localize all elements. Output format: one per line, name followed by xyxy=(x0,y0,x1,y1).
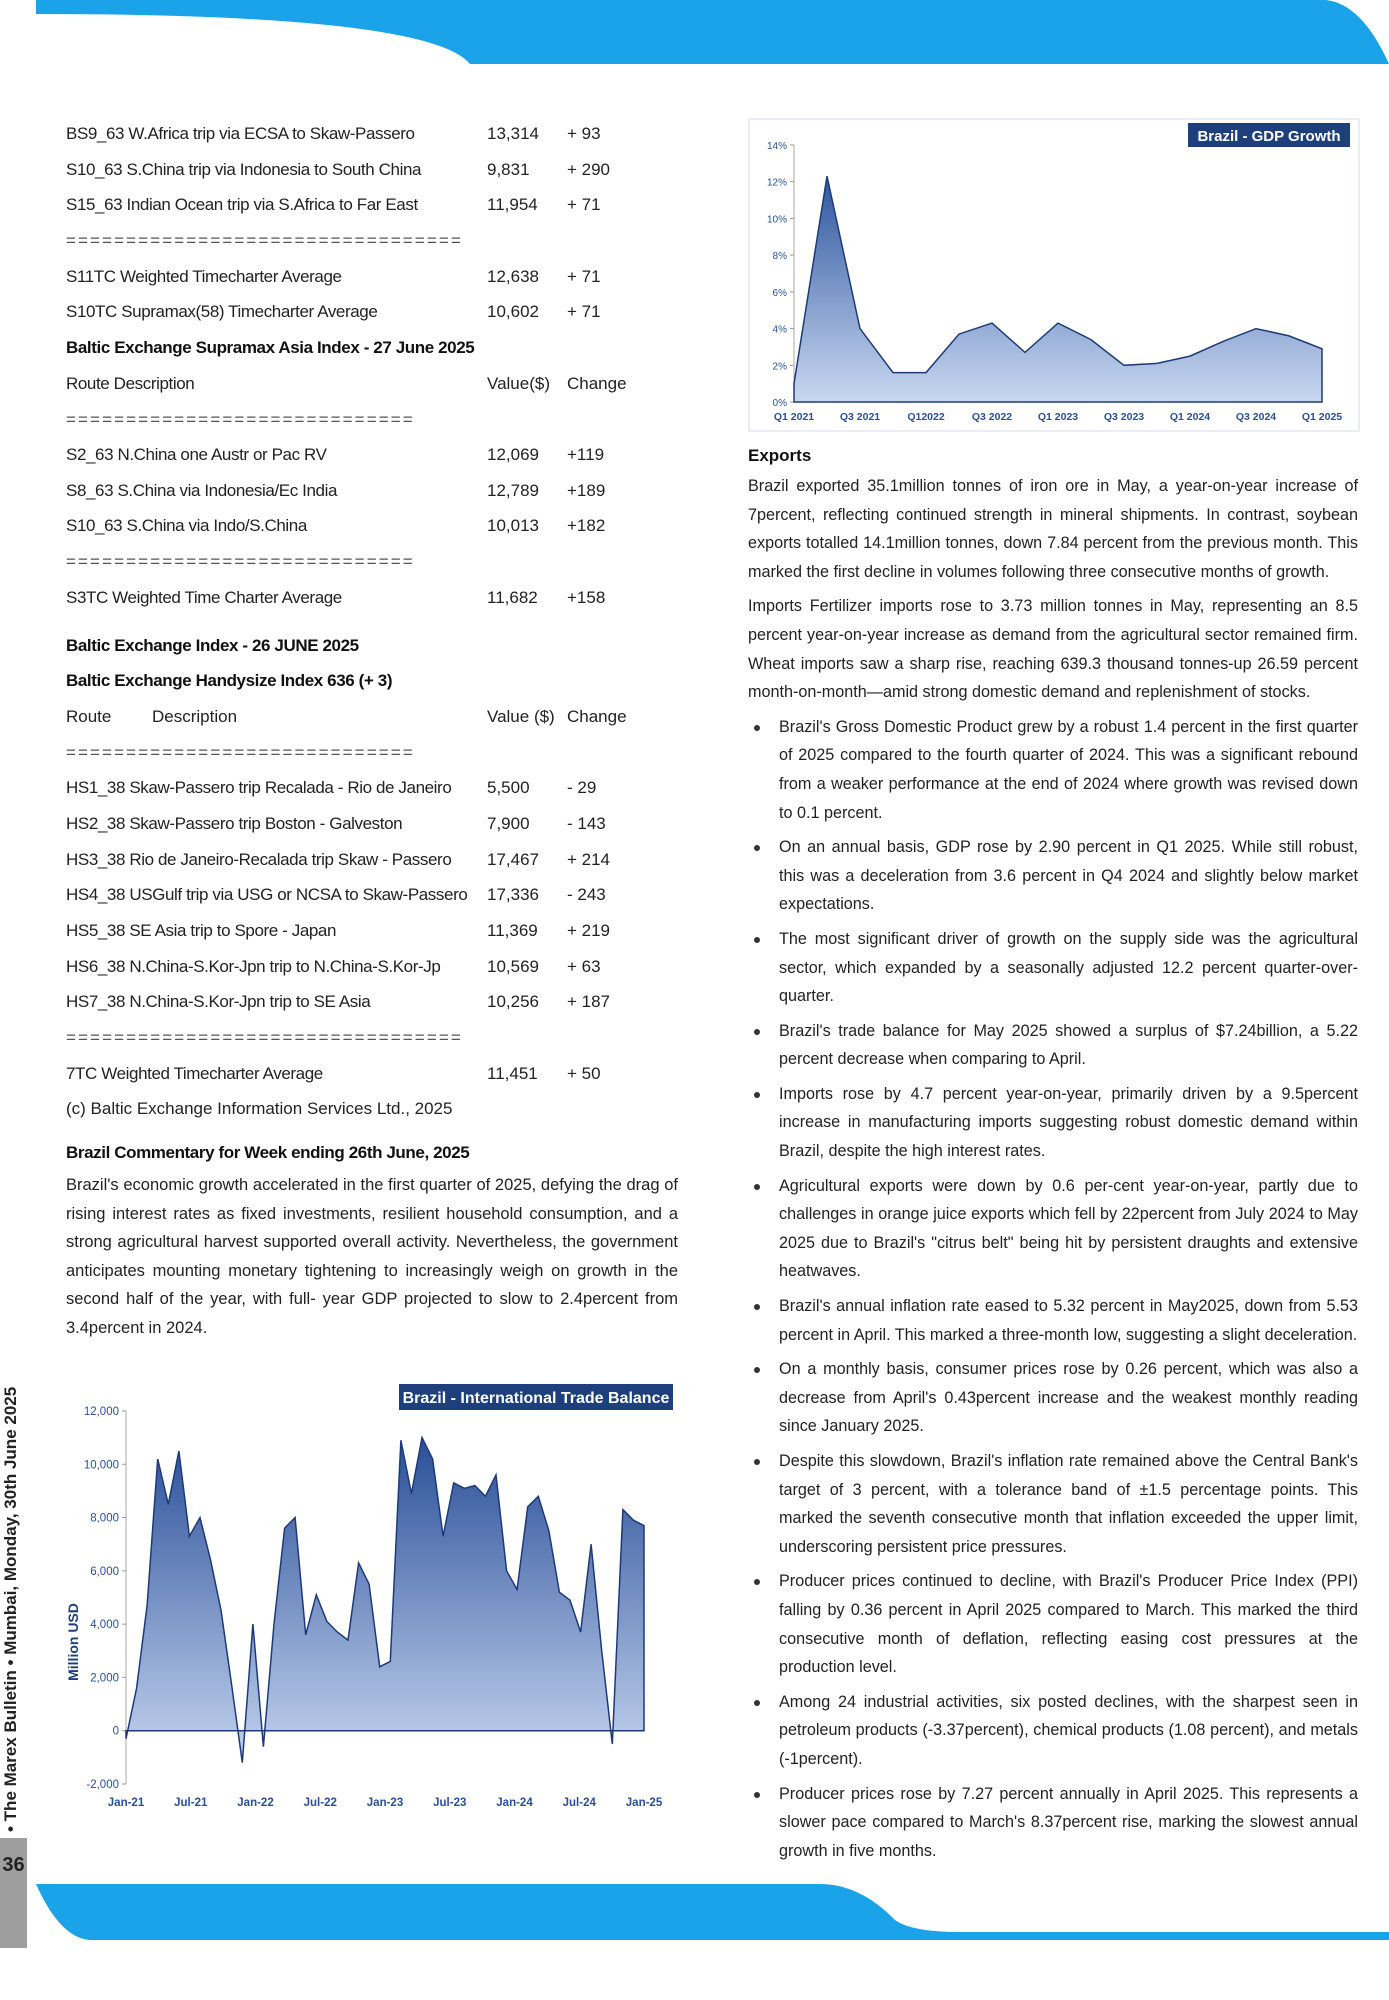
bullet-text: The most significant driver of growth on the supply side was the agricultural sector, which expanded by a seasonally adjusted 12.2 percent quarter-over-quarter. xyxy=(779,929,1358,1006)
bullet-text: Agricultural exports were down by 0.6 per-cent year-on-year, partly due to challenges in orange juice exports which fell by 22percent from July 2024 to May 2025 due to Brazil's "citrus belt" being hit by persistent draughts and extensive heatwaves. xyxy=(779,1176,1358,1281)
route-desc: S3TC Weighted Time Charter Average xyxy=(66,587,342,607)
table-row xyxy=(66,473,678,509)
route-value: 10,602 xyxy=(487,302,539,322)
route-value: 11,451 xyxy=(487,1063,538,1083)
route-change: +158 xyxy=(567,587,606,607)
table-row xyxy=(66,580,678,616)
y-tick-label: 6,000 xyxy=(90,1565,119,1578)
header-route-description: Route Description xyxy=(66,373,195,393)
route-desc: HS2_38 Skaw-Passero trip Boston - Galveston xyxy=(66,813,403,833)
list-item xyxy=(748,1355,1358,1441)
table-row xyxy=(66,1056,678,1092)
x-tick-label: Q1 2024 xyxy=(1169,411,1211,423)
route-value: 10,256 xyxy=(487,992,539,1012)
bullet-icon xyxy=(754,1367,760,1373)
bullet-text: On a monthly basis, consumer prices rose by 0.26 percent, which was also a decrease from April's 0.43percent increase and the weakest monthly reading since January 2025. xyxy=(779,1360,1358,1436)
bullet-icon xyxy=(754,1459,760,1465)
y-tick-label: 8% xyxy=(772,251,787,263)
route-value: 13,314 xyxy=(487,123,539,143)
table-row xyxy=(66,259,678,295)
table-row xyxy=(66,116,678,152)
route-value: 11,682 xyxy=(487,587,538,607)
x-tick-label: Q12022 xyxy=(907,411,945,423)
separator: ================================= xyxy=(66,1028,463,1048)
x-tick-label: Q3 2022 xyxy=(971,411,1013,423)
list-item xyxy=(748,833,1358,919)
route-desc: HS1_38 Skaw-Passero trip Recalada - Rio de Janeiro xyxy=(66,778,452,798)
table-row xyxy=(66,770,678,806)
table-row xyxy=(66,949,678,985)
commentary-heading: Brazil Commentary for Week ending 26th June, 2025 xyxy=(66,1143,470,1163)
route-change: + 63 xyxy=(567,956,601,976)
route-change: + 219 xyxy=(567,920,611,940)
header-change: Change xyxy=(567,706,627,726)
route-value: 10,569 xyxy=(487,956,539,976)
x-tick-label: Jul-24 xyxy=(562,1797,596,1809)
route-value: 17,467 xyxy=(487,849,539,869)
commentary-paragraph: Brazil's economic growth accelerated in the first quarter of 2025, defying the drag of rising interest rates as fixed investments, resilient household consumption, and a strong agricultural harvest supported overall activity. Nevertheless, the government anticipates mounting monetary tightening to increasingly weigh on growth in the second half of the year, with full- year GDP projected to slow to 2.4percent from 3.4percent in 2024. xyxy=(66,1175,678,1337)
bullet-icon xyxy=(754,1304,760,1310)
header-value: Value($) xyxy=(487,373,550,393)
header-route: Route xyxy=(66,706,112,726)
x-tick-label: Jan-25 xyxy=(625,1797,663,1809)
x-tick-label: Q1 2023 xyxy=(1037,411,1079,423)
route-change: + 214 xyxy=(567,849,611,869)
route-value: 7,900 xyxy=(487,813,530,833)
x-tick-label: Jul-23 xyxy=(433,1797,467,1809)
y-tick-label: 10,000 xyxy=(83,1459,119,1472)
bullet-text: Producer prices continued to decline, with Brazil's Producer Price Index (PPI) falling by 0.36 percent in April 2025 compared to March. This marked the third consecutive month of deflation, reflecting easing cost pressures at the production level. xyxy=(779,1572,1358,1677)
route-change: - 143 xyxy=(567,813,606,833)
x-tick-label: Jan-22 xyxy=(237,1797,274,1809)
baltic-index-heading: Baltic Exchange Index - 26 JUNE 2025 xyxy=(66,635,359,655)
table-row xyxy=(66,294,678,330)
chart-title: Brazil - GDP Growth xyxy=(1197,128,1341,145)
bullet-text: On an annual basis, GDP rose by 2.90 percent in Q1 2025. While still robust, this was a deceleration from 3.6 percent in Q4 2024 and slightly below market expectations. xyxy=(779,838,1358,914)
page-number-box xyxy=(0,1838,27,1948)
y-tick-label: 0 xyxy=(112,1725,119,1738)
bullet-icon xyxy=(754,1184,760,1190)
bottom-band-shape xyxy=(36,1884,1389,1940)
list-item xyxy=(748,1567,1358,1681)
y-tick-label: 2% xyxy=(772,361,787,373)
table-row xyxy=(66,985,678,1021)
route-value: 11,369 xyxy=(487,920,538,940)
bullet-icon xyxy=(754,1029,760,1035)
y-tick-label: 12,000 xyxy=(83,1406,119,1418)
x-tick-label: Jul-21 xyxy=(174,1797,208,1809)
exports-paragraph: Brazil exported 35.1million tonnes of iron ore in May, a year-on-year increase of 7percent, reflecting continued strength in mineral shipments. In contrast, soybean exports totalled 14.1million tonnes, down 7.84 percent from the previous month. This marked the first decline in volumes following three consecutive months of growth. xyxy=(748,477,1358,581)
left-column xyxy=(66,116,678,1343)
trade-balance-chart xyxy=(62,1378,678,1818)
x-tick-label: Jan-23 xyxy=(366,1797,404,1809)
route-desc: S8_63 S.China via Indonesia/Ec India xyxy=(66,480,338,500)
route-change: + 71 xyxy=(567,195,601,215)
route-value: 12,638 xyxy=(487,266,539,286)
list-item xyxy=(748,1447,1358,1561)
supramax-asia-heading: Baltic Exchange Supramax Asia Index - 27 June 2025 xyxy=(66,338,475,358)
x-tick-label: Jul-22 xyxy=(303,1797,337,1809)
separator: ============================= xyxy=(66,409,415,429)
list-item xyxy=(748,1292,1358,1349)
route-value: 11,954 xyxy=(487,195,538,215)
y-tick-label: 4% xyxy=(772,324,787,336)
list-item xyxy=(748,713,1358,827)
y-tick-label: 10% xyxy=(766,214,787,226)
table-header xyxy=(66,366,678,402)
chart-title: Brazil - International Trade Balance xyxy=(402,1390,670,1407)
page-number: 36 xyxy=(2,1854,25,1876)
route-desc: HS5_38 SE Asia trip to Spore - Japan xyxy=(66,920,337,940)
bullet-text: Among 24 industrial activities, six posted declines, with the sharpest seen in petroleum products (-3.37percent), chemical products (1.08 percent), and metals (-1percent). xyxy=(779,1692,1358,1768)
route-value: 5,500 xyxy=(487,778,530,798)
bullet-icon xyxy=(754,845,760,851)
route-desc: HS4_38 USGulf trip via USG or NCSA to Skaw-Passero xyxy=(66,885,468,905)
x-tick-label: Q3 2024 xyxy=(1235,411,1277,423)
route-value: 9,831 xyxy=(487,159,530,179)
separator: ============================= xyxy=(66,552,415,572)
route-desc: S10TC Supramax(58) Timecharter Average xyxy=(66,302,378,322)
bullet-text: Despite this slowdown, Brazil's inflation rate remained above the Central Bank's target of 3 percent, with a tolerance band of ±1.5 percentage points. This marked the seventh consecutive month that inflation exceeded the upper limit, underscoring persistent price pressures. xyxy=(779,1452,1358,1556)
route-value: 12,069 xyxy=(487,445,539,465)
route-change: + 290 xyxy=(567,159,611,179)
bottom-decorative-band xyxy=(0,1880,1389,1940)
handysize-heading: Baltic Exchange Handysize Index 636 (+ 3) xyxy=(66,671,393,691)
copyright-note: (c) Baltic Exchange Information Services Ltd., 2025 xyxy=(66,1099,453,1119)
y-tick-label: 12% xyxy=(766,177,787,189)
y-tick-label: 0% xyxy=(772,398,787,409)
route-desc: S2_63 N.China one Austr or Pac RV xyxy=(66,445,327,465)
gdp-growth-chart xyxy=(748,118,1360,434)
y-tick-label: 14% xyxy=(766,141,787,152)
list-item xyxy=(748,1080,1358,1166)
list-item xyxy=(748,925,1358,1011)
table-row xyxy=(66,913,678,949)
x-tick-label: Q3 2021 xyxy=(839,411,881,423)
route-desc: S10_63 S.China via Indo/S.China xyxy=(66,516,307,536)
route-change: - 243 xyxy=(567,885,606,905)
route-change: +182 xyxy=(567,516,606,536)
route-change: +189 xyxy=(567,480,606,500)
y-axis-label: Million USD xyxy=(65,1603,81,1681)
route-desc: S10_63 S.China trip via Indonesia to South China xyxy=(66,159,422,179)
top-decorative-band xyxy=(0,0,1389,64)
bullet-text: Brazil's Gross Domestic Product grew by a robust 1.4 percent in the first quarter of 2025 compared to the fourth quarter of 2024. This was a significant rebound from a weaker performance at the end of 2024 where growth was revised down to 0.1 percent. xyxy=(779,717,1358,822)
separator: ============================= xyxy=(66,742,415,762)
y-tick-label: 2,000 xyxy=(90,1672,119,1685)
separator: ================================= xyxy=(66,231,463,251)
route-value: 12,789 xyxy=(487,480,539,500)
imports-paragraph: Imports Fertilizer imports rose to 3.73 million tonnes in May, representing an 8.5 percent year-on-year increase as demand from the agricultural sector remained firm. Wheat imports saw a sharp rise, reaching 639.3 thousand tonnes-up 26.59 percent month-on-month—amid strong domestic demand and replenishment of stocks. xyxy=(748,597,1358,702)
bullet-icon xyxy=(754,725,760,731)
bullet-icon xyxy=(754,1092,760,1098)
x-tick-label: Q1 2021 xyxy=(773,411,815,423)
header-value: Value ($) xyxy=(487,706,555,726)
list-item xyxy=(748,1780,1358,1866)
x-tick-label: Jan-21 xyxy=(107,1797,145,1809)
route-desc: HS3_38 Rio de Janeiro-Recalada trip Skaw - Passero xyxy=(66,849,452,869)
y-tick-label: -2,000 xyxy=(86,1779,119,1791)
route-value: 17,336 xyxy=(487,885,539,905)
bullet-icon xyxy=(754,1792,760,1798)
bullet-icon xyxy=(754,937,760,943)
bullet-icon xyxy=(754,1700,760,1706)
right-column xyxy=(748,446,1358,1871)
route-value: 10,013 xyxy=(487,516,539,536)
bullet-text: Brazil's annual inflation rate eased to 5.32 percent in May2025, down from 5.53 percent in April. This marked a three-month low, suggesting a slight deceleration. xyxy=(779,1297,1358,1344)
y-tick-label: 6% xyxy=(772,287,787,299)
route-desc: 7TC Weighted Timecharter Average xyxy=(66,1063,323,1083)
route-change: + 50 xyxy=(567,1063,601,1083)
route-desc: S15_63 Indian Ocean trip via S.Africa to Far East xyxy=(66,195,418,215)
table-row xyxy=(66,437,678,473)
table-row xyxy=(66,152,678,188)
x-tick-label: Q3 2023 xyxy=(1103,411,1145,423)
bullet-text: Brazil's trade balance for May 2025 showed a surplus of $7.24billion, a 5.22 percent decrease when comparing to April. xyxy=(779,1021,1358,1069)
route-desc: BS9_63 W.Africa trip via ECSA to Skaw-Passero xyxy=(66,123,415,143)
route-change: + 187 xyxy=(567,992,611,1012)
table-row xyxy=(66,806,678,842)
header-change: Change xyxy=(567,373,627,393)
route-desc: S11TC Weighted Timecharter Average xyxy=(66,266,342,286)
table-header xyxy=(66,699,678,735)
exports-heading: Exports xyxy=(748,446,812,465)
table-row xyxy=(66,877,678,913)
x-tick-label: Jan-24 xyxy=(496,1797,533,1809)
side-publication-label: • The Marex Bulletin • Mumbai, Monday, 30th June 2025 xyxy=(1,1386,20,1832)
top-band-shape xyxy=(36,0,1389,64)
route-change: - 29 xyxy=(567,778,597,798)
route-desc: HS6_38 N.China-S.Kor-Jpn trip to N.China-S.Kor-Jp xyxy=(66,956,441,976)
route-change: +119 xyxy=(567,445,605,465)
route-change: + 71 xyxy=(567,302,601,322)
table-row xyxy=(66,842,678,878)
route-desc: HS7_38 N.China-S.Kor-Jpn trip to SE Asia xyxy=(66,992,371,1012)
bullet-text: Producer prices rose by 7.27 percent annually in April 2025. This represents a slower pace compared to March's 8.37percent rise, marking the slowest annual growth in five months. xyxy=(779,1784,1358,1860)
header-description: Description xyxy=(152,706,238,726)
y-tick-label: 4,000 xyxy=(90,1619,119,1632)
bullet-text: Imports rose by 4.7 percent year-on-year, primarily driven by a 9.5percent increase in manufacturing imports suggesting robust domestic demand within Brazil, despite the high interest rates. xyxy=(779,1084,1358,1161)
list-item xyxy=(748,1172,1358,1286)
list-item xyxy=(748,1017,1358,1074)
y-tick-label: 8,000 xyxy=(90,1512,119,1525)
table-row xyxy=(66,187,678,223)
table-row xyxy=(66,509,678,545)
bullet-list xyxy=(748,713,1358,1866)
list-item xyxy=(748,1688,1358,1774)
bullet-icon xyxy=(754,1579,760,1585)
route-change: + 71 xyxy=(567,266,601,286)
x-tick-label: Q1 2025 xyxy=(1301,411,1343,423)
route-change: + 93 xyxy=(567,123,601,143)
